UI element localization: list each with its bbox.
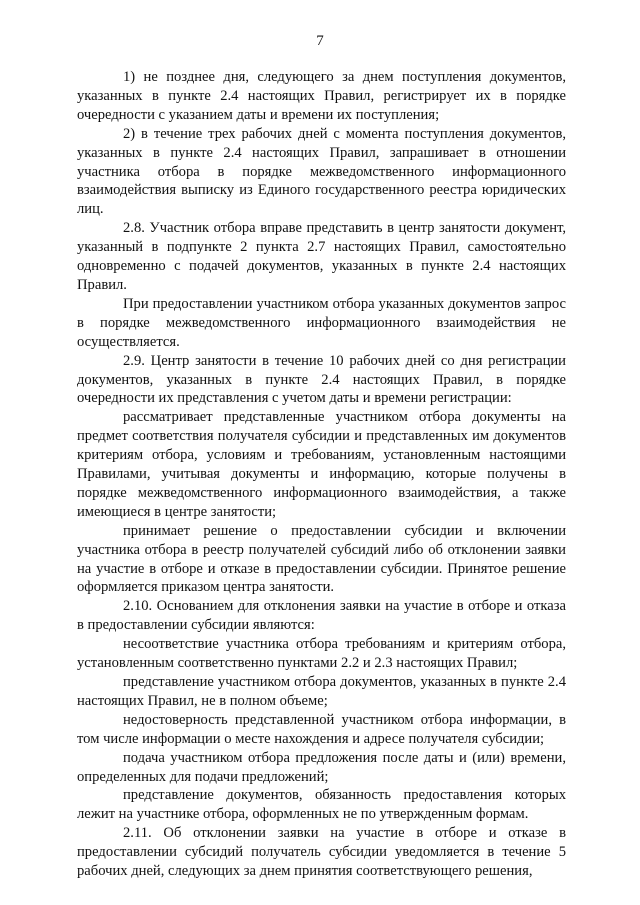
- paragraph-2-9-review: рассматривает представленные участником отбора документы на предмет соответствия получателя субсидии и представленных им документов критериям отбора, условиям и требованиям, установленным настоящими Правилами, учитывая документы и информацию, которые получены в порядке межведомственного информационного взаимодействия, а также имеющиеся в центре занятости;: [77, 409, 566, 520]
- paragraph-2-9-decision: принимает решение о предоставлении субсидии и включении участника отбора в реестр получателей субсидий либо об отклонении заявки на участие в отборе и отказе в предоставлении субсидии. Принятое решение оформляется приказом центра занятости.: [77, 522, 566, 596]
- paragraph-2-8-note: При предоставлении участником отбора указанных документов запрос в порядке межведомственного информационного взаимодействия не осуществляется.: [77, 295, 566, 350]
- paragraph-2-10: 2.10. Основанием для отклонения заявки на участие в отборе и отказа в предоставлении субсидии являются:: [77, 598, 566, 634]
- paragraph-2-9: 2.9. Центр занятости в течение 10 рабочих дней со дня регистрации документов, указанных в пункте 2.4 настоящих Правил, в порядке очередности их представления с учетом даты и времени регистрации:: [77, 352, 566, 407]
- paragraph-2-11: 2.11. Об отклонении заявки на участие в отборе и отказе в предоставлении субсидий получатель субсидии уведомляется в течение 5 рабочих дней, следующих за днем принятия соответствующего решения,: [77, 825, 566, 880]
- document-body: [77, 68, 566, 881]
- paragraph-2-10-ground-4: подача участником отбора предложения после даты и (или) времени, определенных для подачи предложений;: [77, 749, 566, 785]
- page-number: 7: [316, 33, 324, 49]
- paragraph-2-8: 2.8. Участник отбора вправе представить в центр занятости документ, указанный в подпункте 2 пункта 2.7 настоящих Правил, самостоятельно одновременно с подачей документов, указанных в пункте 2.4 настоящих Правил.: [77, 220, 566, 293]
- paragraph-2-10-ground-1: несоответствие участника отбора требованиям и критериям отбора, установленным соответственно пунктами 2.2 и 2.3 настоящих Правил;: [77, 636, 566, 672]
- paragraph-2-10-ground-5: представление документов, обязанность предоставления которых лежит на участнике отбора, оформленных не по утвержденным формам.: [77, 787, 566, 823]
- paragraph-2-10-ground-2: представление участником отбора документов, указанных в пункте 2.4 настоящих Правил, не в полном объеме;: [77, 674, 566, 709]
- paragraph-2-10-ground-3: недостоверность представленной участником отбора информации, в том числе информации о месте нахождения и адресе получателя субсидии;: [77, 711, 566, 747]
- paragraph-item-2: 2) в течение трех рабочих дней с момента поступления документов, указанных в пункте 2.4 настоящих Правил, запрашивает в отношении участника отбора в порядке межведомственного информационного взаимодействия выписку из Единого государственного реестра юридических лиц.: [77, 125, 566, 218]
- paragraph-item-1: 1) не позднее дня, следующего за днем поступления документов, указанных в пункте 2.4 настоящих Правил, регистрирует их в порядке очередности с указанием даты и времени их поступления;: [77, 69, 566, 123]
